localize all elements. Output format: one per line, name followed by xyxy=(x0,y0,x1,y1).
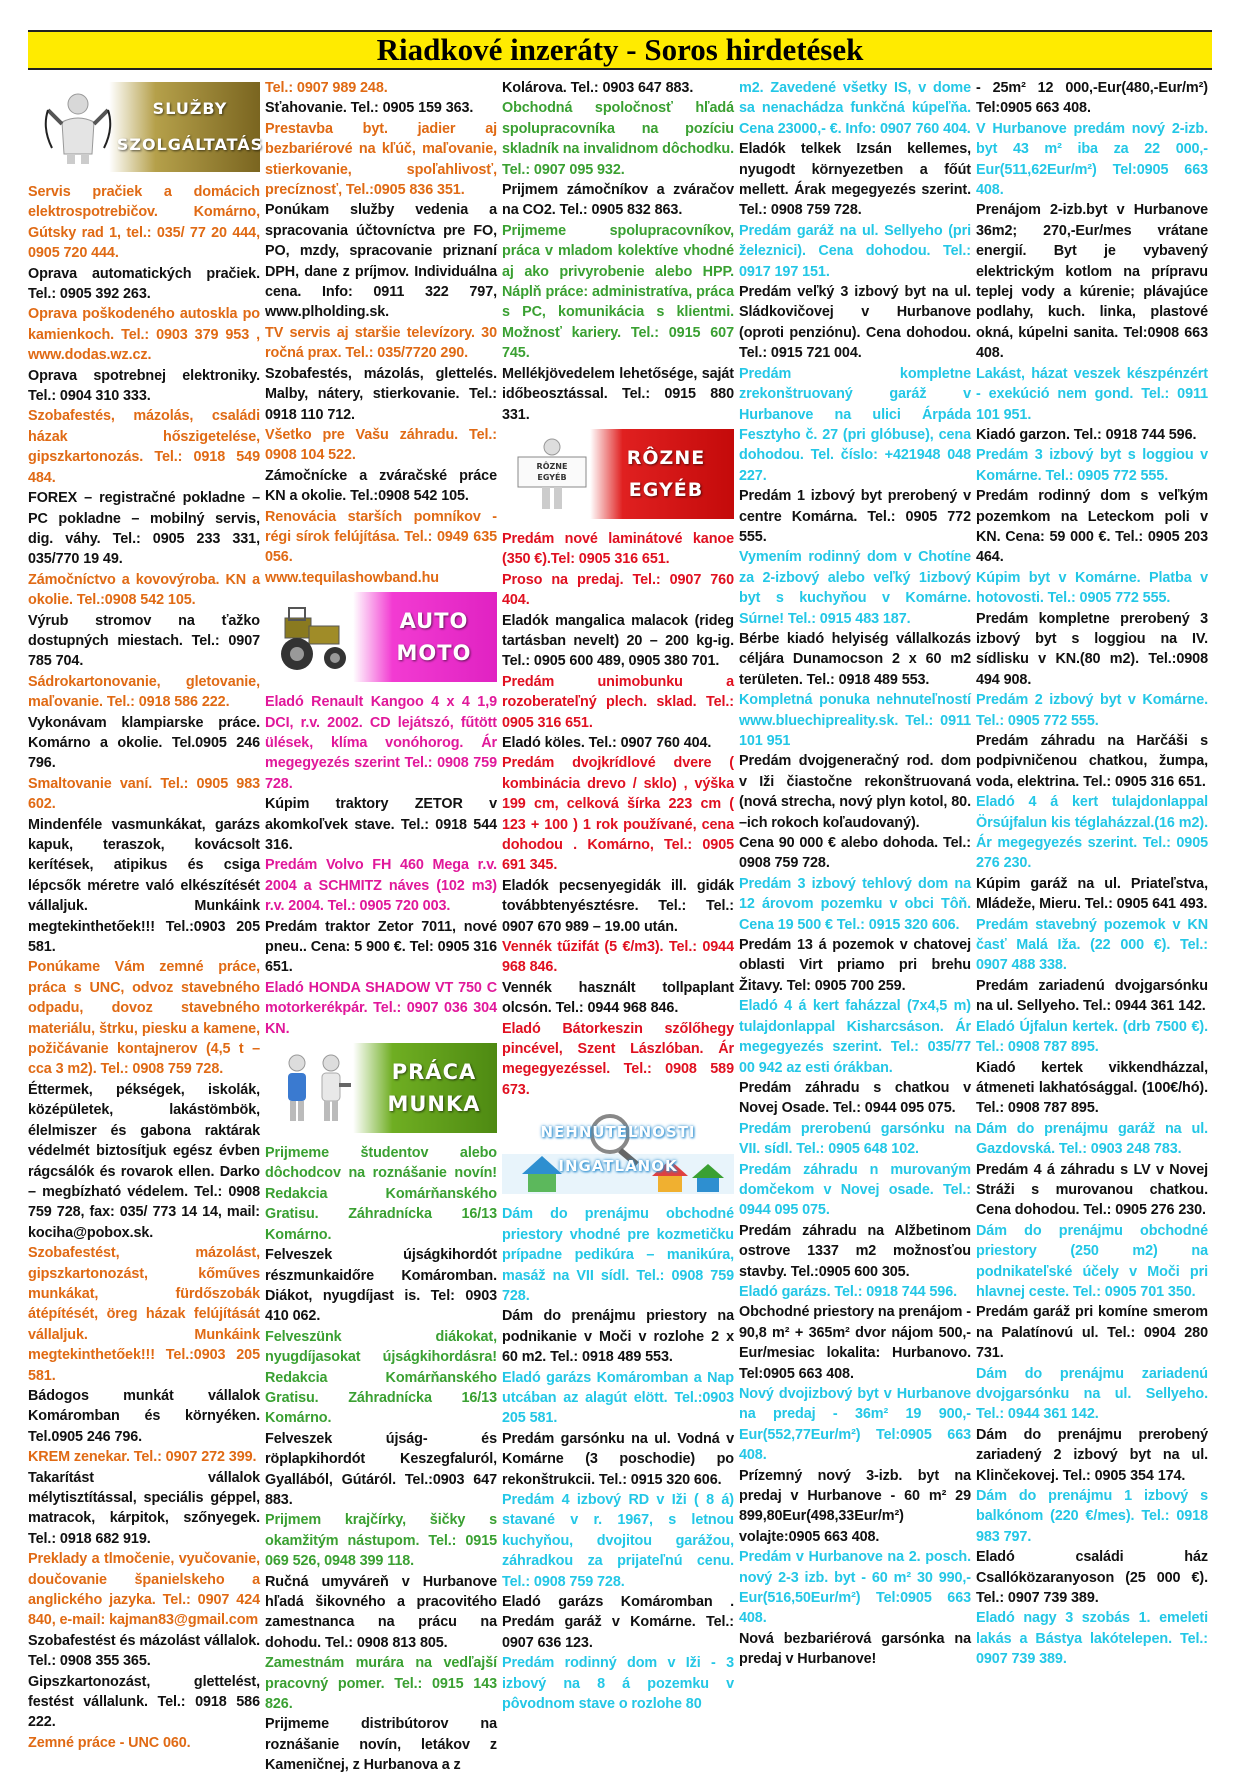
classified-ad: Kiadó kertek vikkendházzal, átmeneti lakhatósággal. (100€/hó). Tel.: 0908 787 895. xyxy=(976,1059,1208,1117)
page-title-bar xyxy=(28,30,1212,70)
classified-ad: Prijmem zámočníkov a zváračov na CO2. Tel.: 0905 832 863. xyxy=(502,182,734,219)
column-1 xyxy=(28,78,264,1751)
classified-ad: Dám do prenájmu obchodné priestory vhodné pre kozmetičku prípadne pedikúra – manikúra, masáž na VII sídl. Tel.: 0908 759 728. xyxy=(502,1206,734,1304)
classified-ad: Gipszkartonozást, glettelést, festést vállalunk. Tel.: 0918 586 222. xyxy=(28,1673,260,1731)
classified-ad: Dám do prenájmu garáž na ul. Gazdovská. Tel.: 0903 248 783. xyxy=(976,1120,1208,1158)
classified-ad: Mindenféle vasmunkákat, garázs kapuk, teraszok, kovácsolt kerítések, atipikus és csiga lépcsők méretre való elkészítését vállaljuk. Munkáink megtekinthetőek!!! Tel.:0903 205 581. xyxy=(28,816,260,956)
classified-ad: Éttermek, pékségek, iskolák, középületek, lakástömbök, élelmiszer és gabona raktárak védelmét biztosítjuk egész évben rágcsálók és rovarok ellen. Darko – megbízható védelem. Tel.: 0908 759 728, fax: 035/ 773 14 14, mail: kociha@pobox.sk. xyxy=(28,1081,260,1241)
classified-ad: Prenájom 2-izb.byt v Hurbanove 36m2; 270,-Eur/mes vrátane energií. Byt je vybavený elektrickým kotlom na prípravu teplej vody a kúrenie; plávajúce podlahy, kuch. linka, plastové okná, kúpelni sanita. Tel:0908 663 408. xyxy=(976,202,1208,362)
banner-auto-moto xyxy=(265,592,497,682)
classified-ad: Bérbe kiadó helyiség vállalkozás céljára Dunamocson 2 x 60 m2 területen. Tel.: 0918 489 553. xyxy=(739,630,971,688)
classified-ad: Eladó garázs Komáromban a Nap utcában az alagút elött. Tel.:0903 205 581. xyxy=(502,1369,734,1427)
classified-ad: Kompletná ponuka nehnuteľností www.bluechipreality.sk. Tel.: 0911 101 951 xyxy=(739,692,971,749)
classified-ad: Nová bezbariérová garsónka na predaj v Hurbanove! xyxy=(739,1630,971,1668)
banner-praca-line2: MUNKA xyxy=(387,1092,481,1117)
classified-ad: Predám 1 izbový byt prerobený v centre Komárna. Tel.: 0905 772 555. xyxy=(739,488,971,545)
classified-ad: Prestavba byt. jadier aj bezbariérové na kľúč, maľovanie, stierkovanie, spoľahlivosť, precíznosť, Tel.:0905 836 351. xyxy=(265,120,497,199)
classified-ad: Oprava spotrebnej elektroniky. Tel.: 0904 310 333. xyxy=(28,367,260,405)
classified-ad: Predám garsónku na ul. Vodná v Komárne (3 poschodie) po rekonštrukcii. Tel.: 0915 320 606. xyxy=(502,1430,734,1488)
banner-praca-munka xyxy=(265,1043,497,1133)
banner-nehn-line1: NEHNUTEĽNOSTI xyxy=(540,1123,696,1142)
classified-ad: Predám dvojgeneračný rod. dom v Iži čiastočne rekonštruovaná (nová strecha, nový plyn kotol, 80. –ich rokoch koľaudovaný). xyxy=(739,753,971,831)
classified-ad: Predám veľký 3 izbový byt na ul. Sládkovičovej v Hurbanove (oproti penziónu). Cena dohodou. Tel.: 0915 721 004. xyxy=(739,284,971,362)
classified-ad: Oprava poškodeného autoskla po kamienkoch. Tel.: 0903 379 953 , www.dodas.wz.cz. xyxy=(28,306,260,364)
classified-ad: Eladó HONDA SHADOW VT 750 C motorkerékpár. Tel.: 0907 036 304 KN. xyxy=(265,979,497,1037)
classified-ad: Kúpim byt v Komárne. Platba v hotovosti. Tel.: 0905 772 555. xyxy=(976,569,1208,607)
classified-ad: m2. Zavedené všetky IS, v dome sa nenachádza funkčná kúpeľňa. Cena 23000,- €. Info: 0907 760 404. xyxy=(739,80,971,137)
classified-ad: Sťahovanie. Tel.: 0905 159 363. xyxy=(265,100,474,117)
classified-ad: Predám kompletne prerobený 3 izbový byt s loggiou na IV. sídlisku v KN.(80 m2). Tel.:0908 494 908. xyxy=(976,610,1208,688)
classified-ad: Prijmeme distribútorov na roznášanie novín, letákov z Kameničnej, z Hurbanova a z xyxy=(265,1716,497,1774)
classified-ad: Eladó 4 á kert tulajdonlappal Örsújfalun kis téglaházzal.(16 m2). Ár megegyezés szerint. Tel.: 0905 276 230. xyxy=(976,794,1208,872)
classified-ad: Vennék tűzifát (5 €/m3). Tel.: 0944 968 846. xyxy=(502,939,734,976)
classified-ad: Predám traktor Zetor 7011, nové pneu.. Cena: 5 900 €. Tel: 0905 316 651. xyxy=(265,918,497,976)
classified-ad: Vymením rodinný dom v Chotíne za 2-izbový alebo veľký 1izbový byt s kuchyňou v Komárne. Súrne! Tel.: 0915 483 187. xyxy=(739,549,971,627)
classified-ad: Felveszek újság- és röplapkihordót Keszegfaluról, Gyallából, Gútáról. Tel.:0903 647 883. xyxy=(265,1430,497,1508)
classified-ad: Zemné práce - UNC 060. xyxy=(28,1734,191,1751)
banner-nehnutelnosti xyxy=(502,1104,734,1194)
classified-ad: KREM zenekar. Tel.: 0907 272 399. xyxy=(28,1449,257,1466)
classified-ad: Proso na predaj. Tel.: 0907 760 404. xyxy=(502,571,734,609)
classified-ad: Eladó Újfalun kertek. (drb 7500 €). Tel.: 0908 787 895. xyxy=(976,1018,1208,1056)
tractor-icon xyxy=(275,598,355,676)
sign-text-2: EGYÉB xyxy=(537,472,567,482)
classified-ad: Obchodné priestory na prenájom - 90,8 m² + 365m² dvor nájom 500,-Eur/mesiac lokalita: Hurbanovo. Tel:0905 663 408. xyxy=(739,1304,971,1382)
classified-ad: Dám do prenájmu prerobený zariadený 2 izbový byt na ul. Klinčekovej. Tel.: 0905 354 174. xyxy=(976,1426,1208,1484)
banner-auto-line2: MOTO xyxy=(396,641,472,666)
classified-ad: Kúpim traktory ZETOR v akomkoľvek stave. Tel.: 0918 544 316. xyxy=(265,796,497,853)
page-title: Riadkové inzeráty - Soros hirdetések xyxy=(376,32,864,67)
classified-ad: Výrub stromov na ťažko dostupných miestach. Tel.: 0907 785 704. xyxy=(28,612,260,670)
classified-ad: Predám záhradu na Harčáši s podpivničenou chatkou, žumpa, voda, elektrina. Tel.: 0905 316 651. xyxy=(976,733,1208,790)
column-4 xyxy=(739,78,971,1750)
banner-nehn-line2: INGATLANOK xyxy=(558,1157,678,1176)
banner-sluzby-line1: SLUŽBY xyxy=(152,99,228,118)
banner-praca-line1: PRÁCA xyxy=(391,1060,477,1085)
classified-ad: Prijmem krajčírky, šičky s okamžitým nástupom. Tel.: 0915 069 526, 0948 399 118. xyxy=(265,1512,497,1570)
classified-ad: Zámočníctvo a kovovýroba. KN a okolie. Tel.:0908 542 105. xyxy=(28,571,260,609)
classified-ad: Eladó családi ház Csallóközaranyoson (25 000 €). Tel.: 0907 739 389. xyxy=(976,1549,1208,1607)
classified-ad: Predám dvojkrídlové dvere ( kombinácia drevo / sklo) , výška 199 cm, celková šírka 223 cm ( 123 + 100 ) 1 rok používané, cena dohodou . Komárno, Tel.: 0905 691 345. xyxy=(502,755,734,874)
classified-ad: Dám do prenájmu 1 izbový s balkónom (220 €/mes). Tel.: 0918 983 797. xyxy=(976,1488,1208,1545)
classified-ad: Nový dvojizbový byt v Hurbanove na predaj - 36m² 19 900,-Eur(552,77Eur/m²) Tel:0905 663 408. xyxy=(739,1386,971,1464)
classified-ad: Prijmeme spolupracovníkov, práca v mladom kolektíve vhodné aj ako privyrobenie alebo HPP. Náplň práce: administratíva, práca s PC, komunikácia s klientmi. Možnosť kariery. Tel.: 0915 607 745. xyxy=(502,222,734,362)
classified-ad: Bádogos munkát vállalok Komáromban és környéken. Tel.0905 246 796. xyxy=(28,1387,260,1445)
classified-ad: Smaltovanie vaní. Tel.: 0905 983 602. xyxy=(28,775,260,813)
classified-ad: Kúpim garáž na ul. Priateľstva, Mládeže, Mieru. Tel.: 0905 641 493. xyxy=(976,875,1208,913)
classified-ad: Predám stavebný pozemok v KN časť Malá Iža. (22 000 €). Tel.: 0907 488 338. xyxy=(976,916,1208,974)
classified-ad: Prízemný nový 3-izb. byt na predaj v Hurbanove - 60 m² 29 899,80Eur(498,33Eur/m²) volajte:0905 663 408. xyxy=(739,1467,971,1545)
classified-ad: Szobafestést és mázolást vállalok. Tel.: 0908 355 365. xyxy=(28,1632,260,1670)
classified-ad: Predám záhradu na Alžbetinom ostrove 1337 m2 možnosťou stavby. Tel.:0905 600 305. xyxy=(739,1222,971,1280)
sign-text-1: RÔZNE xyxy=(536,461,568,471)
classified-ad: Vennék használt tollpaplant olcsón. Tel.: 0944 968 846. xyxy=(502,979,734,1017)
classified-ad: Szobafestést, mázolást, gipszkartonozást, kőműves munkákat, fürdőszobák átépítését, öreg házak felújítását vállaljuk. Munkáink megtekinthetőek!!! Tel.:0903 205 581. xyxy=(28,1245,260,1384)
workers-icon xyxy=(275,1049,355,1127)
classified-ad: Predám prerobenú garsónku na VII. sídl. Tel.: 0905 648 102. xyxy=(739,1120,971,1158)
classified-ad: Eladó Bátorkeszin szőlőhegy pincével, Szent Lászlóban. Ár megegyezéssel. Tel.: 0908 589 673. xyxy=(502,1020,734,1098)
classified-ad: www.tequilashowband.hu xyxy=(265,569,439,586)
classified-ad: Predám v Hurbanove na 2. posch. nový 2-3 izb. byt - 60 m² 30 990,-Eur(516,50Eur/m²) Tel:0905 663 408. xyxy=(739,1549,971,1627)
classified-ad: Eladók mangalica malacok (rideg tartásban nevelt) 20 – 200 kg-ig. Tel.: 0905 600 489, 0905 380 701. xyxy=(502,612,734,670)
classified-ad: Eladó nagy 3 szobás 1. emeleti lakás a Bástya lakótelepen. Tel.: 0907 739 389. xyxy=(976,1610,1208,1668)
classified-ad: Takarítást vállalok mélytisztítással, speciális géppel, matracok, kárpitok, szőnyegek. Tel.: 0918 682 919. xyxy=(28,1469,260,1547)
classified-ad: Eladó garázs Komáromban . Predám garáž v Komárne. Tel.: 0907 636 123. xyxy=(502,1594,734,1651)
classified-ad: FOREX – registračné pokladne – PC pokladne – mobilný servis, dig. váhy. Tel.: 0905 233 331, 035/770 19 49. xyxy=(28,490,260,568)
classified-ad: Predám 13 á pozemok v chatovej oblasti Virt priamo pri brehu Žitavy. Tel: 0905 700 259. xyxy=(739,937,971,994)
classified-ad: Ponúkame Vám zemné práce, práca s UNC, odvoz stavebného odpadu, dovoz stavebného materiálu, štrku, piesku a kamene, požičávanie kontajnerov (4,5 t – cca 3 m2). Tel.: 0908 759 728. xyxy=(28,959,260,1078)
classified-ad: Dám do prenájmu priestory na podnikanie v Moči v rozlohe 2 x 60 m2. Tel.: 0918 489 553. xyxy=(502,1308,734,1366)
classified-ad: Eladó 4 á kert faházzal (7x4,5 m) tulajdonlappal Kisharcsáson. Ár megegyezés szerint. Tel.: 035/77 00 942 az esti órákban. xyxy=(739,998,971,1076)
classified-ad: Kiadó garzon. Tel.: 0918 744 596. xyxy=(976,426,1197,443)
classified-ad: Renovácia starších pomníkov - régi sírok felújítása. Tel.: 0949 635 056. xyxy=(265,508,497,566)
classified-ad: Felveszünk diákokat, nyugdíjasokat újságkihordásra! Redakcia Komárňanského Gratisu. Záhradnícka 16/13 Komárno. xyxy=(265,1328,497,1427)
classified-ad: Obchodná spoločnosť hľadá spolupracovníka na pozíciu skladník na invalidnom dôchodku. Tel.: 0907 095 932. xyxy=(502,100,734,178)
classified-ad: Preklady a tlmočenie, vyučovanie, doučovanie španielskeho a anglického jazyka. Tel.: 0907 424 840, e-mail: kajman83@gmail.com xyxy=(28,1551,260,1629)
classified-ad: Predám garáž na ul. Sellyeho (pri železnici). Cena dohodou. Tel.: 0917 197 151. xyxy=(739,222,971,280)
classified-ad: Eladó Renault Kangoo 4 x 4 1,9 DCI, r.v. 2002. CD lejátszó, fűtött ülések, klíma vonóhorog. Ár megegyezés szerint Tel.: 0908 759 728. xyxy=(265,694,497,792)
classified-ad: V Hurbanove predám nový 2-izb. byt 43 m² iba za 22 000,-Eur(511,62Eur/m²) Tel:0905 663 408. xyxy=(976,120,1208,199)
sign-icon xyxy=(512,435,592,513)
classified-ad: Predám 4 izbový RD v Iži ( 8 á) stavané v r. 1967, s letnou kuchyňou, dvojitou garážou, záhradkou za prijateľnú cenu. Tel.: 0908 759 728. xyxy=(502,1491,734,1590)
classified-ad: Predám rodinný dom s veľkým pozemkom na Leteckom poli v KN. Cena: 59 000 €. Tel.: 0905 203 464. xyxy=(976,488,1208,566)
classified-ad: Szobafestés, mázolás, glettelés. Malby, nátery, stierkovanie. Tel.: 0918 110 712. xyxy=(265,365,497,423)
classified-ad: Tel.: 0907 989 248. xyxy=(265,80,388,96)
classified-ad: Predám 4 á záhradu s LV v Novej Stráži s murovanou chatkou. Cena dohodou. Tel.: 0905 276 230. xyxy=(976,1161,1208,1219)
person-icon xyxy=(38,88,118,166)
classified-ad: Zámočnícke a zváračské práce KN a okolie. Tel.:0908 542 105. xyxy=(265,467,497,505)
classified-ad: Predám kompletne zrekonštruovaný garáž v Hurbanove na ulici Árpáda Fesztyho č. 27 (pri glóbuse), cena dohodou. Tel. číslo: +421948 048 227. xyxy=(739,365,971,484)
classified-ad: Felveszek újságkihordót részmunkaidőre Komáromban. Diákot, nyugdíjast is. Tel: 0903 410 062. xyxy=(265,1247,497,1325)
classified-ad: Predám 3 izbový byt s loggiou v Komárne. Tel.: 0905 772 555. xyxy=(976,447,1208,484)
classified-ad: Ručná umyváreň v Hurbanove hľadá šikovného a pracovitého zamestnanca na prácu na dohodu. Tel.: 0908 813 805. xyxy=(265,1573,497,1651)
classified-ad: - 25m² 12 000,-Eur(480,-Eur/m²) Tel:0905 663 408. xyxy=(976,80,1208,117)
classified-ad: Prijmeme študentov alebo dôchodcov na roznášanie novín! Redakcia Komárňanského Gratisu. Záhradnícka 16/13 Komárno. xyxy=(265,1145,497,1243)
classified-ad: Predám nové laminátové kanoe (350 €).Tel: 0905 316 651. xyxy=(502,530,734,568)
banner-rozne-egyeb xyxy=(502,429,734,519)
classified-ad: Eladók telkek Izsán kellemes, nyugodt környezetben a főút mellett. Árak megegyezés szerint. Tel.: 0908 759 728. xyxy=(739,141,971,219)
classified-ad: Sádrokartonovanie, gletovanie, maľovanie. Tel.: 0918 586 222. xyxy=(28,673,260,711)
classified-ad: Predám zariadenú dvojgarsónku na ul. Sellyeho. Tel.: 0944 361 142. xyxy=(976,977,1208,1015)
banner-sluzby-line2: SZOLGÁLTATÁS xyxy=(116,135,264,154)
classified-ad: Eladó garázs. Tel.: 0918 744 596. xyxy=(739,1283,958,1300)
classified-ad: Kolárova. Tel.: 0903 647 883. xyxy=(502,80,694,96)
classified-ad: Predám garáž pri komíne smerom na Palatínovú ul. Tel.: 0904 280 731. xyxy=(976,1304,1208,1362)
banner-sluzby xyxy=(28,82,264,172)
classified-ad: Eladó köles. Tel.: 0907 760 404. xyxy=(502,734,712,751)
classified-ad: Dám do prenájmu zariadenú dvojgarsónku na ul. Sellyeho. Tel.: 0944 361 142. xyxy=(976,1365,1208,1423)
classified-ad: Predám záhradu s chatkou v Novej Osade. Tel.: 0944 095 075. xyxy=(739,1079,971,1117)
classified-ad: Predám záhradu n murovaným domčekom v Novej osade. Tel.: 0944 095 075. xyxy=(739,1161,971,1219)
classified-ad: Eladók pecsenyegidák ill. gidák továbbtenyésztésre. Tel.: Tel.: 0907 670 989 – 19.00 után. xyxy=(502,877,734,935)
banner-rozne-line2: EGYÉB xyxy=(628,478,704,501)
column-5 xyxy=(976,78,1208,1750)
classified-ad: Vykonávam klampiarske práce. Komárno a okolie. Tel.0905 246 796. xyxy=(28,714,260,772)
classified-ad: Predám unimobunku a rozoberateľný plech. sklad. Tel.: 0905 316 651. xyxy=(502,673,734,731)
classified-ad: Predám rodinný dom v Iži - 3 izbový na 8 á pozemku v pôvodnom stave o rozlohe 80 xyxy=(502,1655,734,1713)
classified-ad: Mellékjövedelem lehetősége, saját időbeosztással. Tel.: 0915 880 331. xyxy=(502,365,734,423)
classified-ad: Predám 3 izbový tehlový dom na 12 árovom pozemku v obci Tôň. Cena 19 500 € Tel.: 0915 320 606. xyxy=(739,875,971,933)
banner-auto-line1: AUTO xyxy=(399,609,469,634)
classified-ad: Cena 90 000 € alebo dohoda. Tel.: 0908 759 728. xyxy=(739,835,971,872)
classified-ad: TV servis aj staršie televízory. 30 ročná prax. Tel.: 035/7720 290. xyxy=(265,324,497,362)
classified-ad: Oprava automatických pračiek. Tel.: 0905 392 263. xyxy=(28,265,260,303)
banner-rozne-line1: RÔZNE xyxy=(626,446,706,469)
classified-ad: Zamestnám murára na vedľajší pracovný pomer. Tel.: 0915 143 826. xyxy=(265,1655,497,1713)
classified-ad: Predám Volvo FH 460 Mega r.v. 2004 a SCHMITZ náves (102 m3) r.v. 2004. Tel.: 0905 720 003. xyxy=(265,857,497,915)
column-3 xyxy=(502,78,734,1750)
classified-ad: Servis pračiek a domácich elektrospotrebičov. Komárno, Gútsky rad 1, tel.: 035/ 77 20 444, 0905 720 444. xyxy=(28,184,260,262)
column-2 xyxy=(265,78,497,1774)
classified-ad: Všetko pre Vašu záhradu. Tel.: 0908 104 522. xyxy=(265,426,497,464)
classified-ad: Ponúkam služby vedenia a spracovania účtovníctva pre FO, PO, mzdy, spracovanie priznaní DPH, dane z príjmov. Individuálna cena. Info: 0911 322 797, www.plholding.sk. xyxy=(265,202,497,321)
classified-ad: Predám 2 izbový byt v Komárne. Tel.: 0905 772 555. xyxy=(976,692,1208,729)
classified-ad: Szobafestés, mázolás, családi házak hőszigetelése, gipszkartonozás. Tel.: 0918 549 484. xyxy=(28,408,260,486)
classified-ad: Dám do prenájmu obchodné priestory (250 m2) na podnikateľské účely v Moči pri hlavnej ceste. Tel.: 0905 701 350. xyxy=(976,1222,1208,1300)
classified-ad: Lakást, házat veszek készpénzért - exekúció nem gond. Tel.: 0911 101 951. xyxy=(976,365,1208,423)
